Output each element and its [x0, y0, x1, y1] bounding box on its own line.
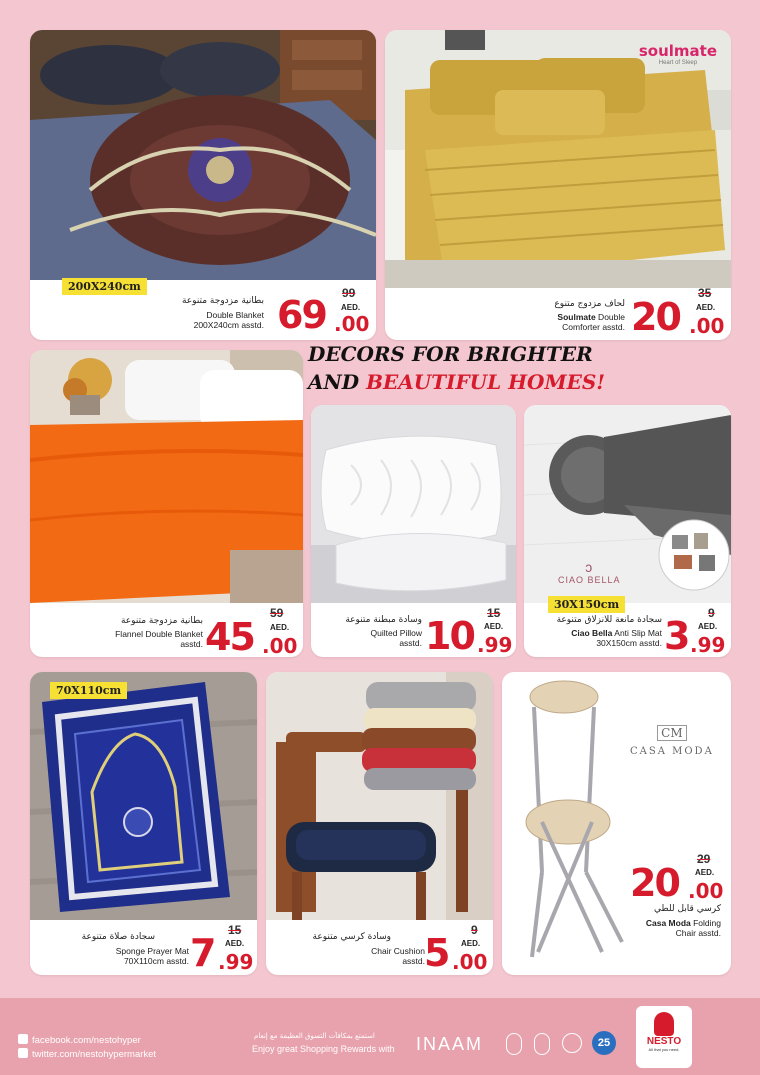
- price-decimal: .99: [477, 633, 513, 657]
- price-decimal: .99: [218, 950, 254, 974]
- currency: AED.: [270, 623, 290, 632]
- price-integer: 69: [277, 293, 326, 337]
- product-photo: [30, 672, 257, 920]
- product-name: Sponge Prayer Mat 70X110cm asstd.: [115, 946, 189, 966]
- product-photo: [30, 30, 376, 280]
- price-decimal: .00: [689, 314, 725, 338]
- rewards-text: Enjoy great Shopping Rewards with: [252, 1044, 395, 1054]
- price-decimal: .00: [334, 312, 370, 336]
- anniversary-badge: 25: [592, 1031, 616, 1055]
- price-integer: 10: [425, 614, 474, 657]
- price-decimal: .99: [690, 633, 726, 657]
- product-name: Chair Cushion asstd.: [371, 946, 425, 966]
- size-tag: 30X150cm: [548, 596, 625, 613]
- price-integer: 5: [424, 931, 449, 975]
- price-integer: 20: [630, 861, 679, 905]
- price-integer: 20: [631, 295, 680, 339]
- facebook-link[interactable]: facebook.com/nestohyper: [18, 1034, 141, 1046]
- price-decimal: .00: [452, 950, 488, 974]
- product-name: Quilted Pillow asstd.: [370, 628, 422, 648]
- product-name: Ciao Bella Anti Slip Mat 30X150cm asstd.: [571, 628, 662, 648]
- product-photo: [311, 405, 516, 603]
- old-price: 35: [698, 286, 712, 300]
- casa-moda-logo: CM CASA MODA: [630, 726, 714, 757]
- product-card-double-blanket[interactable]: [30, 30, 376, 340]
- product-name: Double Blanket 200X240cm asstd.: [193, 310, 264, 330]
- ciao-bella-logo: ↄ CIAO BELLA: [558, 559, 621, 585]
- product-card-soulmate-comforter[interactable]: [385, 30, 731, 340]
- product-name: Flannel Double Blanket asstd.: [115, 629, 203, 649]
- product-name-arabic: بطانية مزدوجة متنوعة: [181, 296, 264, 306]
- price-decimal: .00: [688, 879, 724, 903]
- currency: AED.: [696, 303, 716, 312]
- old-price: 15: [228, 923, 242, 937]
- old-price: 99: [342, 286, 356, 300]
- price-integer: 3: [664, 614, 689, 657]
- currency: AED.: [225, 939, 245, 948]
- product-name: Soulmate Double Comforter asstd.: [557, 312, 625, 332]
- product-card-prayer-mat[interactable]: [30, 672, 257, 975]
- product-name: Casa Moda Folding Chair asstd.: [645, 918, 721, 938]
- facebook-icon: [18, 1034, 28, 1044]
- product-photo: [30, 350, 303, 603]
- app-icon: [562, 1033, 582, 1053]
- currency: AED.: [341, 303, 361, 312]
- old-price: 9: [708, 606, 715, 620]
- rewards-arabic: استمتع بمكافآت التسوق العظيمة مع إنعام: [254, 1032, 375, 1040]
- size-tag: 70X110cm: [50, 682, 127, 699]
- product-name-arabic: لحاف مزدوج متنوع: [554, 299, 625, 309]
- price-integer: 7: [190, 931, 215, 975]
- nesto-logo: NESTO All that you need.: [636, 1006, 692, 1068]
- twitter-link[interactable]: twitter.com/nestohypermarket: [18, 1048, 156, 1060]
- product-card-chair-cushion[interactable]: [266, 672, 493, 975]
- product-name-arabic: بطانية مزدوجة متنوعة: [120, 616, 203, 626]
- product-name-arabic: كرسي قابل للطي: [654, 904, 721, 914]
- product-card-quilted-pillow[interactable]: [311, 405, 516, 657]
- old-price: 15: [487, 606, 501, 620]
- old-price: 29: [697, 852, 711, 866]
- product-name-arabic: سجادة مانعة للانزلاق متنوعة: [556, 615, 662, 625]
- currency: AED.: [698, 622, 718, 631]
- product-name-arabic: سجادة صلاة متنوعة: [81, 932, 155, 942]
- old-price: 59: [270, 606, 284, 620]
- old-price: 9: [471, 923, 478, 937]
- currency: AED.: [695, 868, 715, 877]
- price-integer: 45: [205, 615, 254, 657]
- app-icon: [534, 1033, 550, 1055]
- product-photo: [266, 672, 493, 920]
- product-card-anti-slip-mat[interactable]: [524, 405, 731, 657]
- product-photo: [385, 30, 731, 288]
- product-name-arabic: وسادة مبطنة متنوعة: [345, 615, 422, 625]
- twitter-icon: [18, 1048, 28, 1058]
- footer: [0, 998, 760, 1075]
- product-card-flannel-blanket[interactable]: [30, 350, 303, 657]
- currency: AED.: [484, 622, 504, 631]
- product-photo: [524, 405, 731, 603]
- nesto-bird-icon: [654, 1012, 674, 1036]
- inaam-logo: INAAM: [416, 1034, 484, 1054]
- product-name-arabic: وسادة كرسي متنوعة: [312, 932, 391, 942]
- currency: AED.: [461, 939, 481, 948]
- headline: DECORS FOR BRIGHTER AND BEAUTIFUL HOMES!: [308, 342, 606, 394]
- product-card-folding-chair[interactable]: [502, 672, 731, 975]
- product-photo: [502, 672, 642, 972]
- size-tag: 200X240cm: [62, 278, 147, 295]
- price-decimal: .00: [262, 634, 298, 657]
- soulmate-logo: soulmate Heart of Sleep: [638, 42, 717, 66]
- app-icon: [506, 1033, 522, 1055]
